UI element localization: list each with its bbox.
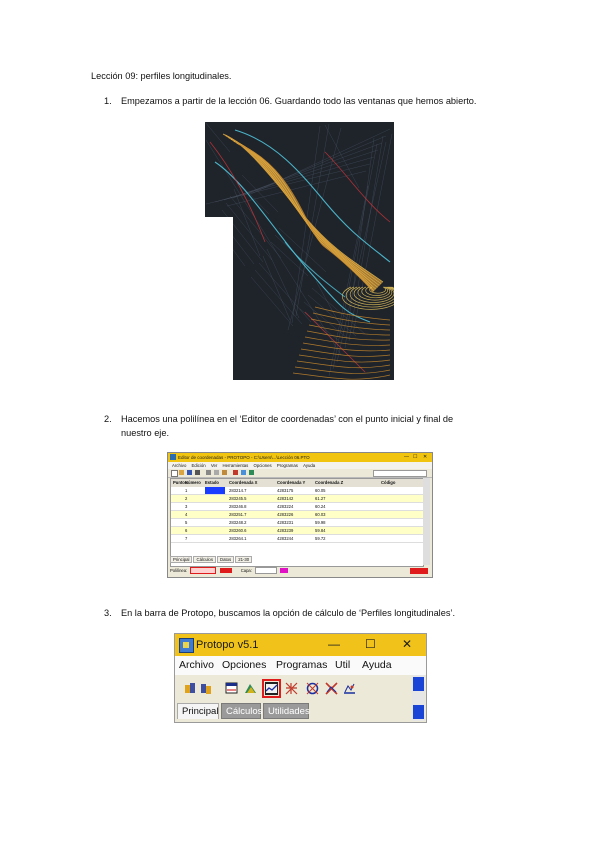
contour-line (337, 142, 386, 362)
coordinates-table (170, 478, 424, 567)
print-icon[interactable] (195, 470, 200, 475)
contour-line (230, 196, 281, 258)
editor-menu-opciones[interactable]: Opciones (253, 463, 272, 468)
step-2-number: 2. (104, 414, 112, 424)
col-puntos: Puntos (173, 480, 188, 485)
step-1-number: 1. (104, 96, 112, 106)
editor-menu-herramientas[interactable]: Herramientas (222, 463, 249, 468)
polyline-button[interactable] (220, 568, 232, 573)
copy-icon[interactable] (214, 470, 219, 475)
table-row[interactable] (171, 495, 423, 503)
copy-icon[interactable] (200, 682, 213, 695)
table-cell-x[interactable]: 283245.5 (229, 496, 247, 501)
col-numero: Número (185, 480, 201, 485)
open-file-icon[interactable] (179, 470, 184, 475)
highlight-frame (262, 679, 281, 698)
contour-line (353, 134, 392, 334)
polyline-icon[interactable] (233, 470, 238, 475)
step-3-text: En la barra de Protopo, buscamos la opción de cálculo de ‘Perfiles longitudinales’. (121, 608, 456, 618)
editor-statusbar (170, 567, 430, 575)
document-heading: Lección 09: perfiles longitudinales. (91, 71, 232, 81)
map-cutout (205, 217, 233, 380)
contour-line (303, 343, 390, 351)
contour-line (205, 122, 230, 152)
table-cell-x[interactable]: 283214.7 (229, 488, 247, 493)
contour-map (205, 122, 394, 380)
editor-minimize-button[interactable]: — (404, 454, 409, 460)
table-cell-y[interactable]: 4283224 (277, 504, 294, 509)
protopo-scrollbar[interactable] (412, 675, 425, 721)
volume-icon[interactable] (343, 682, 356, 695)
table-cell-z[interactable]: 59.72 (315, 536, 326, 541)
table-cell-n[interactable]: 7 (185, 536, 188, 541)
contour-line (255, 270, 302, 324)
new-file-icon[interactable] (171, 470, 178, 477)
grid-icon[interactable] (285, 682, 298, 695)
table-cell-n[interactable]: 3 (185, 504, 188, 509)
contour-line (234, 189, 260, 256)
protopo-menu-archivo[interactable]: Archivo (179, 659, 215, 671)
table-cell-x[interactable]: 283260.6 (229, 528, 247, 533)
close-red-button[interactable] (410, 568, 428, 574)
editor-tab-principal[interactable]: Principal (170, 556, 192, 563)
editor-menu-ayuda[interactable]: Ayuda (303, 463, 316, 468)
contour-line (325, 152, 390, 222)
open-icon[interactable] (184, 682, 197, 695)
polyline-field[interactable] (190, 567, 216, 574)
table-scrollbar[interactable] (423, 478, 430, 565)
polyline-label: Polilínea: (170, 568, 188, 573)
table-cell-y[interactable]: 4283175 (277, 488, 294, 493)
layer-icon[interactable] (249, 470, 254, 475)
protopo-title: Protopo v5.1 (196, 639, 259, 651)
step-2-text-line-1: Hacemos una polilínea en el ‘Editor de coordenadas’ con el punto inicial y final de (121, 414, 454, 424)
table-cell-z[interactable]: 59.84 (315, 528, 326, 533)
protopo-menubar (175, 656, 426, 675)
table-cell-y[interactable]: 4283226 (277, 512, 294, 517)
table-cell-y[interactable]: 4283142 (277, 496, 294, 501)
contour-line (329, 186, 368, 376)
editor-toolbar (168, 469, 432, 478)
contour-line (251, 277, 293, 326)
editor-menu-ver[interactable]: Ver (210, 463, 218, 468)
protopo-tab-principal[interactable]: Principal (177, 703, 219, 719)
editor-close-button[interactable]: ✕ (423, 454, 428, 460)
contour-icon[interactable] (306, 682, 319, 695)
cut-icon[interactable] (206, 470, 211, 475)
table-cell-x[interactable]: 283246.8 (229, 504, 247, 509)
table-cell-n[interactable]: 2 (185, 496, 188, 501)
layer-color-swatch[interactable] (280, 568, 288, 573)
protopo-menu-programas[interactable]: Programas (276, 659, 328, 671)
protopo-titlebar (175, 634, 426, 656)
protopo-close-button[interactable]: ✕ (402, 637, 413, 651)
editor-menu-programas[interactable]: Programas (276, 463, 298, 468)
table-row[interactable] (171, 519, 423, 527)
editor-tab-calculos[interactable]: Cálculos (193, 556, 215, 563)
table-cell-z[interactable]: 60.24 (315, 504, 326, 509)
protopo-tab-calculos[interactable]: Cálculos (221, 703, 261, 719)
table-cell-n[interactable]: 1 (185, 488, 188, 493)
paste-icon[interactable] (222, 470, 227, 475)
editor-app-icon (170, 454, 176, 460)
table-cell-n[interactable]: 5 (185, 520, 188, 525)
table-cell-z[interactable]: 61.27 (315, 496, 326, 501)
table-cell-x[interactable]: 283248.2 (229, 520, 247, 525)
table-cell-y[interactable]: 4283239 (277, 528, 294, 533)
scroll-up-icon[interactable] (413, 677, 424, 691)
layer-label: Capa: (240, 568, 252, 573)
col-y: Coordenada Y (277, 480, 306, 485)
contour-line (308, 295, 356, 336)
protopo-toolbar (175, 675, 411, 704)
contour-line (349, 136, 383, 341)
table-row[interactable] (171, 487, 423, 495)
editor-tab-range[interactable]: 21-30 (235, 556, 252, 563)
contour-line (295, 367, 390, 373)
col-codigo: Código (381, 480, 396, 485)
col-estado: Estado (205, 480, 219, 485)
table-cell-y[interactable]: 4283244 (277, 536, 294, 541)
protopo-minimize-button[interactable]: — (328, 637, 340, 651)
table-cell-y[interactable]: 4283231 (277, 520, 294, 525)
editor-icon[interactable] (225, 682, 238, 695)
protopo-menu-ayuda[interactable]: Ayuda (362, 659, 392, 671)
col-x: Coordenada X (229, 480, 258, 485)
protopo-toolbar-screenshot (174, 633, 427, 723)
table-cell-n[interactable]: 6 (185, 528, 188, 533)
table-cell-x[interactable]: 283264.1 (229, 536, 247, 541)
table-row[interactable] (171, 527, 423, 535)
table-cell-z[interactable]: 60.05 (315, 488, 326, 493)
scroll-down-icon[interactable] (413, 705, 424, 719)
step-3-number: 3. (104, 608, 112, 618)
editor-tab-datos[interactable]: Datos (217, 556, 234, 563)
table-cell-z[interactable]: 60.03 (315, 512, 326, 517)
editor-menu-edicion[interactable]: Edición (191, 463, 206, 468)
selected-cell[interactable] (205, 487, 225, 494)
step-2-text-line-2: nuestro eje. (121, 428, 170, 438)
coordinate-editor-screenshot (167, 452, 433, 578)
save-icon[interactable] (187, 470, 192, 475)
contour-line (297, 361, 390, 368)
layers-icon[interactable] (244, 682, 257, 695)
layer-field[interactable] (255, 567, 277, 574)
contour-line (215, 157, 374, 202)
editor-titlebar (168, 453, 432, 462)
editor-title: Editor de coordenadas - PROTOPO - C:\Users\...\Lección 06.PTO (178, 455, 310, 460)
table-cell-x[interactable]: 283251.7 (229, 512, 247, 517)
search-icon[interactable] (241, 470, 246, 475)
table-row[interactable] (171, 535, 423, 543)
table-header (171, 479, 423, 487)
editor-tabs (170, 556, 253, 563)
contour-map-figure (205, 122, 394, 380)
editor-menubar (168, 462, 432, 469)
protopo-menu-opciones[interactable]: Opciones (222, 659, 267, 671)
protopo-tab-utilidades[interactable]: Utilidades (263, 703, 309, 719)
contour-line (224, 135, 383, 283)
editor-maximize-button[interactable]: ☐ (413, 454, 418, 460)
table-cell-z[interactable]: 59.98 (315, 520, 326, 525)
cross-section-icon[interactable] (325, 682, 338, 695)
dropdown-icon[interactable] (373, 470, 427, 477)
step-1-text: Empezamos a partir de la lección 06. Guardando todo las ventanas que hemos abierto. (121, 96, 477, 106)
table-row[interactable] (171, 503, 423, 511)
protopo-menu-util[interactable]: Util (335, 659, 351, 671)
table-cell-n[interactable]: 4 (185, 512, 188, 517)
col-z: Coordenada Z (315, 480, 344, 485)
editor-menu-archivo[interactable]: Archivo (172, 463, 187, 468)
contour-line (263, 256, 290, 320)
table-row[interactable] (171, 511, 423, 519)
protopo-app-icon (179, 638, 194, 653)
contour-line (325, 125, 359, 188)
contour-line (293, 373, 390, 379)
protopo-maximize-button[interactable]: ☐ (365, 637, 376, 651)
